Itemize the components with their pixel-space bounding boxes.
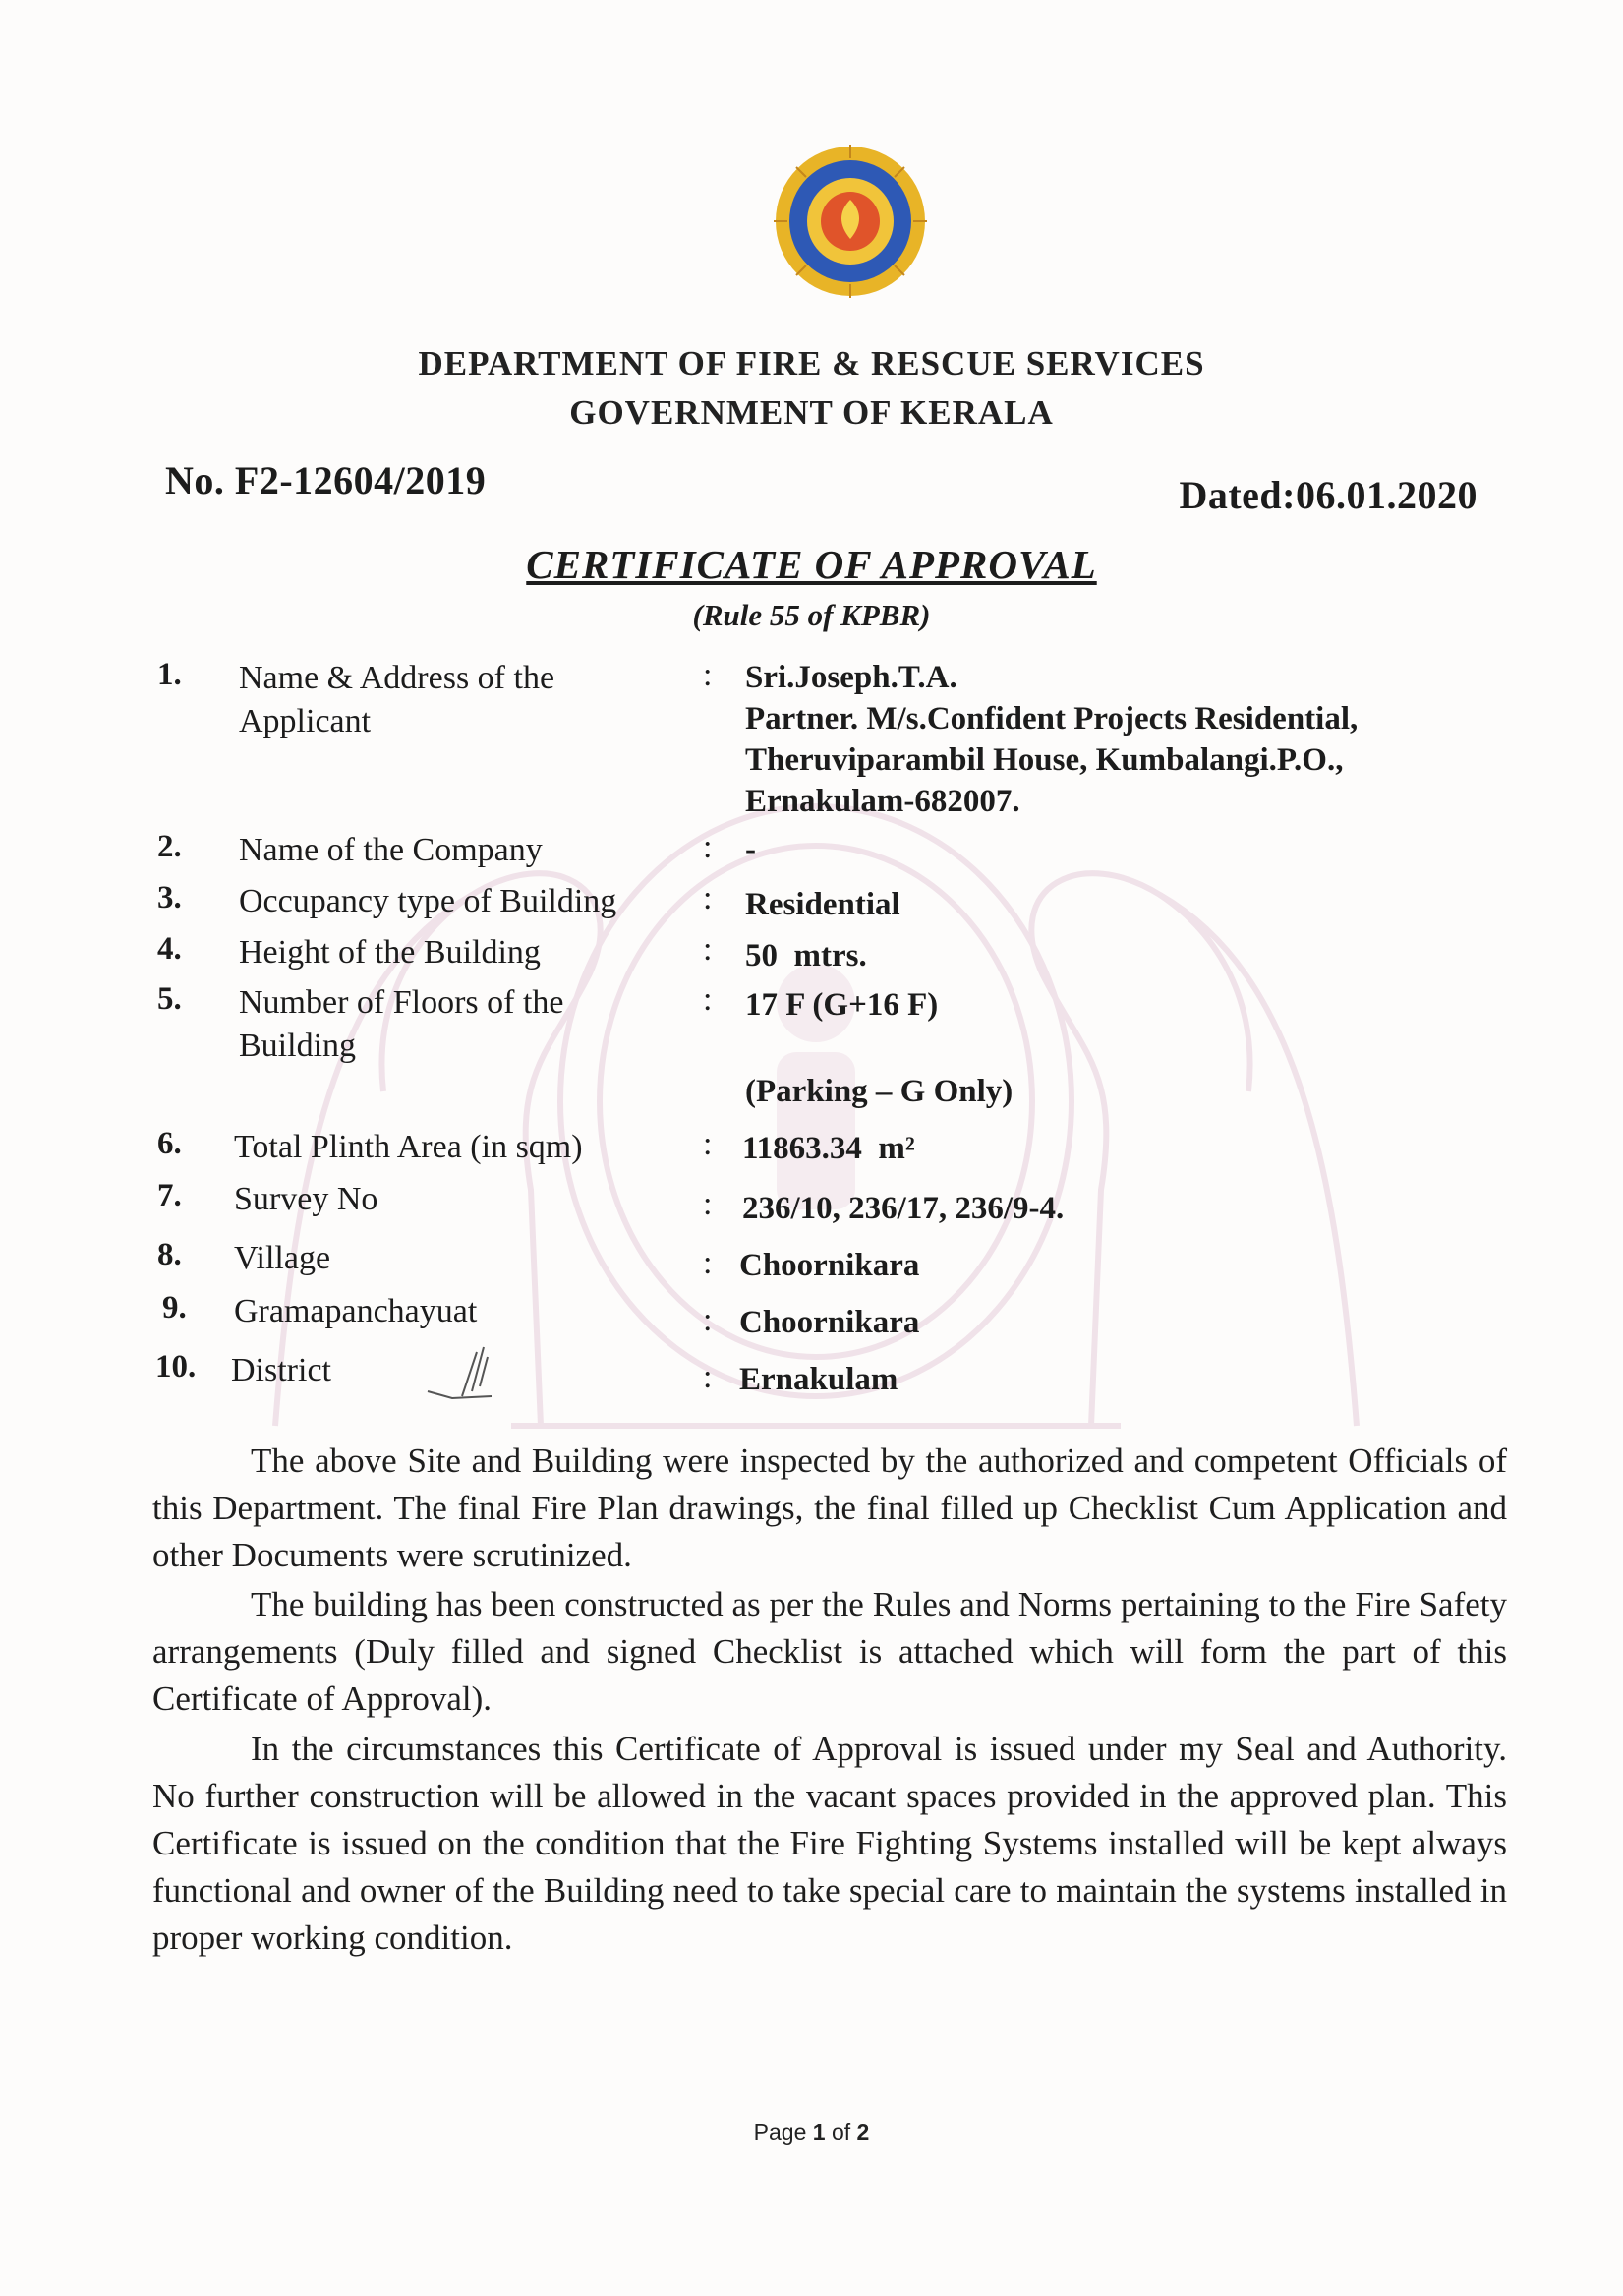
current-page: 1 — [812, 2119, 826, 2145]
field-number: 5. — [157, 981, 182, 1017]
value-line: 236/10, 236/17, 236/9-4. — [742, 1191, 1065, 1226]
field-number: 9. — [162, 1290, 187, 1325]
value-line: (Parking – G Only) — [745, 1074, 1014, 1109]
value-line: Sri.Joseph.T.A. — [745, 660, 957, 695]
field-value — [745, 935, 867, 976]
value-line: Ernakulam-682007. — [745, 784, 1020, 819]
value-line: - — [745, 832, 756, 867]
page-word: Page — [753, 2119, 807, 2145]
field-colon: : — [703, 829, 713, 865]
field-colon: : — [703, 1126, 713, 1162]
field-value — [742, 1188, 1064, 1229]
field-label: Village — [234, 1240, 331, 1276]
field-value — [739, 1245, 919, 1286]
date-issued: Dated:06.01.2020 — [1179, 473, 1478, 517]
certificate-title: CERTIFICATE OF APPROVAL — [526, 542, 1097, 587]
field-label: Name of the Company — [239, 832, 543, 868]
value-line: 50 mtrs. — [745, 938, 867, 973]
paragraph-inspection: The above Site and Building were inspected by the authorized and competent Officials of this Department. The final Fire Plan drawings, the final filled up Checklist Cum Application and other Documents were scrutinized. — [152, 1442, 1507, 1574]
field-label: Height of the Building — [239, 934, 541, 971]
field-colon: : — [703, 1302, 713, 1338]
field-label: Survey No — [234, 1181, 378, 1217]
field-number: 2. — [157, 829, 182, 864]
field-number: 7. — [157, 1178, 182, 1213]
field-value — [742, 1128, 915, 1169]
field-number: 4. — [157, 931, 182, 967]
field-colon: : — [703, 1245, 713, 1281]
field-value — [745, 981, 1013, 1115]
value-line: Residential — [745, 887, 900, 922]
paragraph-construction: The building has been constructed as per the Rules and Norms pertaining to the Fire Safety arrangements (Duly filled and signed Checklist is attached which will form the part of this Certificate of Approval). — [152, 1585, 1507, 1718]
value-line: Choornikara — [739, 1305, 920, 1340]
field-value — [739, 1302, 919, 1343]
value-line — [745, 1029, 1013, 1068]
field-value — [745, 829, 756, 870]
of-word: of — [831, 2119, 851, 2145]
field-colon: : — [703, 1186, 713, 1222]
field-label: Occupancy type of Building — [239, 883, 617, 919]
field-number: 3. — [157, 880, 182, 915]
value-line: 11863.34 m² — [742, 1131, 915, 1166]
field-label: Total Plinth Area (in sqm) — [234, 1129, 583, 1165]
field-colon: : — [703, 880, 713, 916]
fire-rescue-emblem-icon — [772, 143, 929, 300]
field-number: 8. — [157, 1237, 182, 1272]
field-label: Number of Floors of the Building — [239, 984, 564, 1064]
pen-mark-icon — [423, 1337, 531, 1406]
field-colon: : — [703, 1359, 713, 1395]
field-label: Gramapanchayuat — [234, 1293, 478, 1329]
page-number — [0, 2119, 1623, 2146]
field-label: Name & Address of the Applicant — [239, 660, 555, 739]
field-colon: : — [703, 931, 713, 968]
reference-number: No. F2-12604/2019 — [165, 458, 487, 502]
field-colon: : — [703, 981, 713, 1018]
field-number: 1. — [157, 657, 182, 692]
field-colon: : — [703, 657, 713, 693]
paragraph-conditions: In the circumstances this Certificate of Approval is issued under my Seal and Authority. No further construction will be allowed in the vacant spaces provided in the approved plan. This Certificate is issued on the condition that the Fire Fighting Systems installed will be kept always functional and owner of the Building need to take special care to maintain the systems installed in proper working condition. — [152, 1730, 1507, 1957]
value-line: 17 F (G+16 F) — [745, 987, 939, 1023]
field-value — [745, 657, 1358, 822]
certificate-subtitle: (Rule 55 of KPBR) — [692, 598, 931, 632]
department-name: DEPARTMENT OF FIRE & RESCUE SERVICES — [418, 344, 1205, 383]
value-line: Theruviparambil House, Kumbalangi.P.O., — [745, 742, 1344, 778]
field-number: 10. — [155, 1349, 197, 1384]
value-line: Partner. M/s.Confident Projects Residential, — [745, 701, 1359, 736]
field-label: District — [231, 1352, 331, 1388]
field-number: 6. — [157, 1126, 182, 1161]
field-value — [745, 884, 900, 925]
value-line: Choornikara — [739, 1248, 920, 1283]
value-line: Ernakulam — [739, 1362, 898, 1397]
government-name: GOVERNMENT OF KERALA — [569, 393, 1054, 432]
total-pages: 2 — [856, 2119, 870, 2145]
field-value — [739, 1359, 898, 1400]
